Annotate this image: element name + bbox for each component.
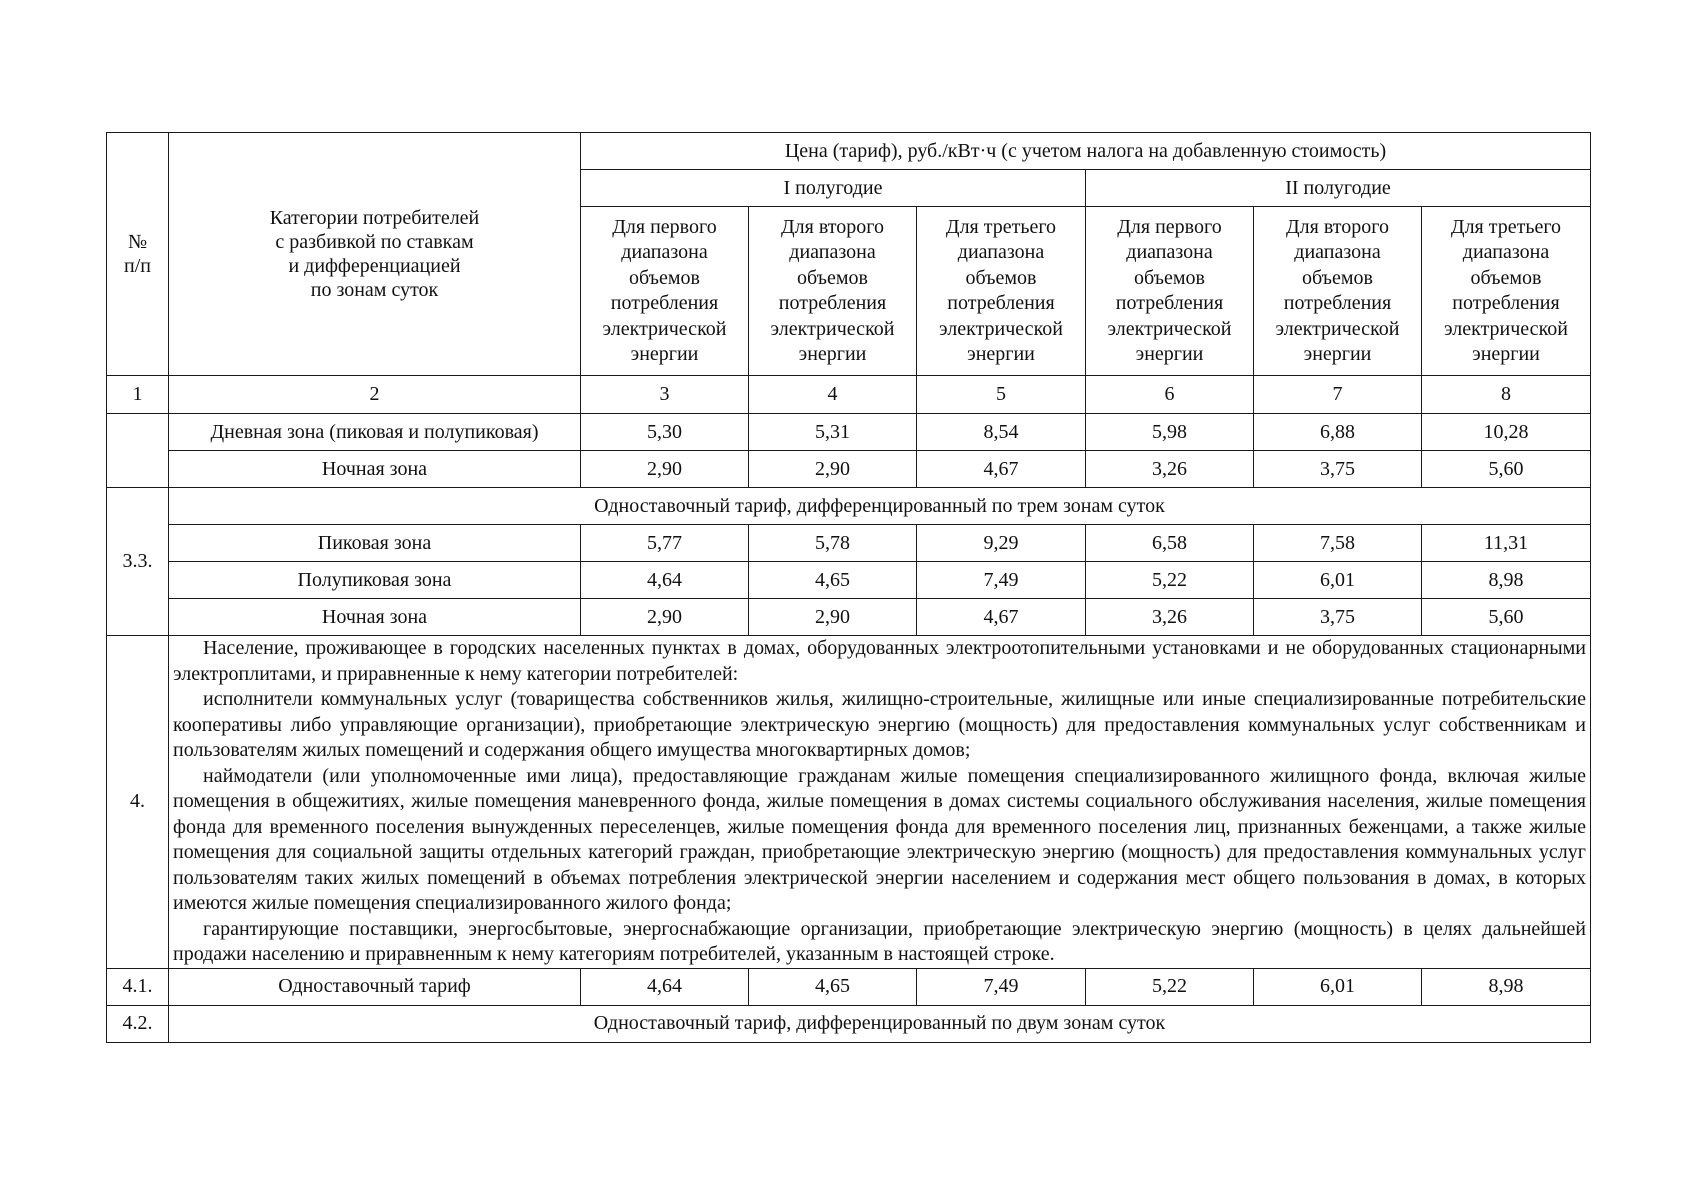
table-row	[107, 599, 1591, 636]
table-row	[107, 488, 1591, 525]
col-number: 2	[169, 376, 581, 414]
header-category-column	[169, 133, 581, 376]
value-cell: 6,01	[1254, 562, 1422, 599]
value-cell: 10,28	[1422, 414, 1591, 451]
col-number: 4	[749, 376, 917, 414]
value-cell: 3,26	[1086, 451, 1254, 488]
value-cell: 6,01	[1254, 968, 1422, 1005]
row-number: 4.	[107, 636, 169, 969]
value-cell: 3,75	[1254, 451, 1422, 488]
row-label: Ночная зона	[169, 599, 581, 636]
column-numbers-row	[107, 376, 1591, 414]
row-label: Одноставочный тариф, дифференцированный по трем зонам суток	[169, 488, 1591, 525]
value-cell: 5,77	[581, 525, 749, 562]
row-number: 3.3.	[107, 488, 169, 636]
header-range-1-h2: Для первого диапазона объемов потребления электрической энергии	[1086, 207, 1254, 376]
col-number: 8	[1422, 376, 1591, 414]
value-cell: 2,90	[581, 599, 749, 636]
value-cell: 8,98	[1422, 968, 1591, 1005]
paragraph: наймодатели (или уполномоченные ими лица), предоставляющие гражданам жилые помещения специализированного жилищного фонда, включая жилые помещения в общежитиях, жилые помещения маневренного фонда, жилые помещения в домах системы социального обслуживания населения, жилые помещения фонда для временного поселения вынужденных переселенцев, жилые помещения фонда для временного поселения лиц, признанных беженцами, а также жилые помещения для социальной защиты отдельных категорий граждан, приобретающие электрическую энергию (мощность) для предоставления коммунальных услуг пользователям таких жилых помещений в объемах потребления электрической энергии населением и содержания мест общего пользования в домах, в которых имеются жилые помещения специализированного жилого фонда;	[173, 764, 1586, 914]
header-category-label: Категории потребителей с разбивкой по ставкам и дифференциацией по зонам суток	[269, 207, 480, 301]
header-price: Цена (тариф), руб./кВт·ч (с учетом налога на добавленную стоимость)	[581, 133, 1591, 170]
value-cell: 3,75	[1254, 599, 1422, 636]
value-cell: 4,65	[749, 968, 917, 1005]
col-number: 6	[1086, 376, 1254, 414]
value-cell: 5,22	[1086, 562, 1254, 599]
value-cell: 4,67	[917, 451, 1086, 488]
row-label: Пиковая зона	[169, 525, 581, 562]
table-row	[107, 451, 1591, 488]
value-cell: 3,26	[1086, 599, 1254, 636]
header-half-2: II полугодие	[1086, 170, 1591, 207]
value-cell: 4,65	[749, 562, 917, 599]
paragraph: гарантирующие поставщики, энергосбытовые, энергоснабжающие организации, приобретающие электрическую энергию (мощность) в целях дальнейшей продажи населению и приравненным к нему категориям потребителей, указанным в настоящей строке.	[173, 917, 1586, 965]
value-cell: 5,78	[749, 525, 917, 562]
value-cell: 8,54	[917, 414, 1086, 451]
section-4-description	[169, 636, 1591, 969]
value-cell: 5,30	[581, 414, 749, 451]
col-number: 1	[107, 376, 169, 414]
value-cell: 7,49	[917, 562, 1086, 599]
value-cell: 9,29	[917, 525, 1086, 562]
table-row	[107, 1005, 1591, 1042]
row-label: Ночная зона	[169, 451, 581, 488]
value-cell: 2,90	[749, 451, 917, 488]
col-number: 3	[581, 376, 749, 414]
header-range-3-h1: Для третьего диапазона объемов потребления электрической энергии	[917, 207, 1086, 376]
value-cell: 5,60	[1422, 599, 1591, 636]
value-cell: 7,49	[917, 968, 1086, 1005]
value-cell: 4,67	[917, 599, 1086, 636]
value-cell: 2,90	[581, 451, 749, 488]
value-cell: 2,90	[749, 599, 917, 636]
col-number: 5	[917, 376, 1086, 414]
value-cell: 4,64	[581, 968, 749, 1005]
tariff-table	[106, 132, 1591, 1043]
table-row	[107, 562, 1591, 599]
header-range-1-h1: Для первого диапазона объемов потребления электрической энергии	[581, 207, 749, 376]
header-range-3-h2: Для третьего диапазона объемов потребления электрической энергии	[1422, 207, 1591, 376]
value-cell: 5,22	[1086, 968, 1254, 1005]
value-cell: 8,98	[1422, 562, 1591, 599]
header-range-2-h2: Для второго диапазона объемов потребления электрической энергии	[1254, 207, 1422, 376]
header-num-column	[107, 133, 169, 376]
value-cell: 6,88	[1254, 414, 1422, 451]
row-label: Полупиковая зона	[169, 562, 581, 599]
row-num-empty	[107, 414, 169, 488]
table-row	[107, 968, 1591, 1005]
paragraph: исполнители коммунальных услуг (товарищества собственников жилья, жилищно-строительные, жилищные или иные специализированные потребительские кооперативы либо управляющие организации), приобретающие электрическую энергию (мощность) для предоставления коммунальных услуг собственникам и пользователям жилых помещений и содержания общего имущества многоквартирных домов;	[173, 688, 1586, 761]
row-number: 4.1.	[107, 968, 169, 1005]
value-cell: 5,60	[1422, 451, 1591, 488]
tariff-document	[106, 132, 1591, 1043]
header-half-1: I полугодие	[581, 170, 1086, 207]
header-num-label: № п/п	[124, 231, 151, 277]
row-label: Одноставочный тариф	[169, 968, 581, 1005]
table-row	[107, 525, 1591, 562]
row-label: Одноставочный тариф, дифференцированный по двум зонам суток	[169, 1005, 1591, 1042]
value-cell: 5,31	[749, 414, 917, 451]
col-number: 7	[1254, 376, 1422, 414]
value-cell: 11,31	[1422, 525, 1591, 562]
value-cell: 5,98	[1086, 414, 1254, 451]
table-row	[107, 414, 1591, 451]
row-number: 4.2.	[107, 1005, 169, 1042]
header-range-2-h1: Для второго диапазона объемов потребления электрической энергии	[749, 207, 917, 376]
value-cell: 7,58	[1254, 525, 1422, 562]
value-cell: 4,64	[581, 562, 749, 599]
table-row	[107, 636, 1591, 969]
row-label: Дневная зона (пиковая и полупиковая)	[169, 414, 581, 451]
paragraph: Население, проживающее в городских населенных пунктах в домах, оборудованных электроотопительными установками и не оборудованных стационарными электроплитами, и приравненные к нему категории потребителей:	[173, 637, 1586, 685]
value-cell: 6,58	[1086, 525, 1254, 562]
